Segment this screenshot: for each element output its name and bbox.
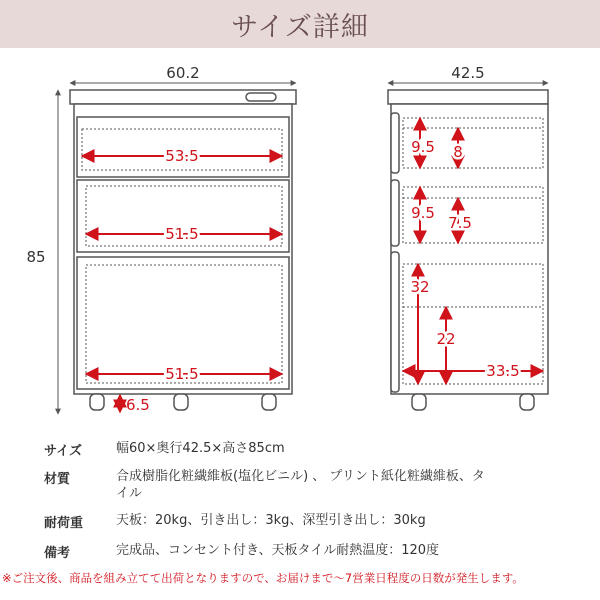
side-drawer-2-inner-label: 7.5 <box>448 214 472 232</box>
spec-row-size <box>44 440 516 459</box>
caster-icon <box>412 394 426 410</box>
page-title: サイズ詳細 <box>231 11 369 43</box>
spec-value: 完成品、コンセント付き、天板タイル耐熱温度：120度 <box>116 543 440 558</box>
spec-row-material <box>44 468 496 502</box>
caster-icon <box>262 394 276 410</box>
spec-label: サイズ <box>44 444 82 459</box>
front-view <box>70 90 296 410</box>
title-bar <box>0 0 600 48</box>
spec-row-notes <box>44 542 516 561</box>
spec-label: 耐荷重 <box>44 516 84 531</box>
spec-label: 材質 <box>44 472 71 487</box>
side-drawer-3-inner-label: 22 <box>436 330 456 348</box>
spec-value: 合成樹脂化粧繊維板(塩化ビニル) 、 プリント紙化粧繊維板、タイル <box>116 469 485 501</box>
side-drawer-1-inner-label: 8 <box>453 143 463 161</box>
side-drawer-front-3 <box>391 252 399 392</box>
spec-value: 幅60×奥行42.5×高さ85cm <box>116 441 285 456</box>
side-drawer-1-outer-label: 9.5 <box>411 138 435 156</box>
side-drawer-front-1 <box>391 113 399 173</box>
caster-icon <box>520 394 534 410</box>
outlet-icon <box>246 93 276 101</box>
side-depth-dimension <box>388 64 548 83</box>
spec-label: 備考 <box>44 546 71 561</box>
side-drawer-3-depth-label: 33.5 <box>486 362 520 380</box>
side-depth-label: 42.5 <box>451 64 485 82</box>
side-drawer-2-outer-label: 9.5 <box>411 204 435 222</box>
front-height-dimension <box>26 90 58 414</box>
caster-icon <box>90 394 104 410</box>
drawer-3-width-label: 51.5 <box>165 365 199 383</box>
spec-row-load <box>44 512 516 531</box>
caster-height-dimension <box>120 395 150 414</box>
spec-value: 天板：20kg、引き出し：3kg、深型引き出し：30kg <box>116 513 426 528</box>
front-width-label: 60.2 <box>166 64 200 82</box>
front-height-label: 85 <box>26 248 46 266</box>
drawer-2-width-label: 51.5 <box>165 225 199 243</box>
side-top-plate <box>388 90 548 104</box>
size-diagram <box>0 48 600 418</box>
side-drawer-front-2 <box>391 180 399 246</box>
drawer-1-width-label: 53.5 <box>165 147 199 165</box>
shipping-note: ※ご注文後、商品を組み立てて出荷となりますので、お届けまで〜7営業日程度の日数が発生します。 <box>2 571 524 585</box>
side-drawer-3-outer-label: 32 <box>410 278 430 296</box>
caster-icon <box>174 394 188 410</box>
caster-height-label: 6.5 <box>126 396 150 414</box>
front-width-dimension <box>70 64 296 83</box>
